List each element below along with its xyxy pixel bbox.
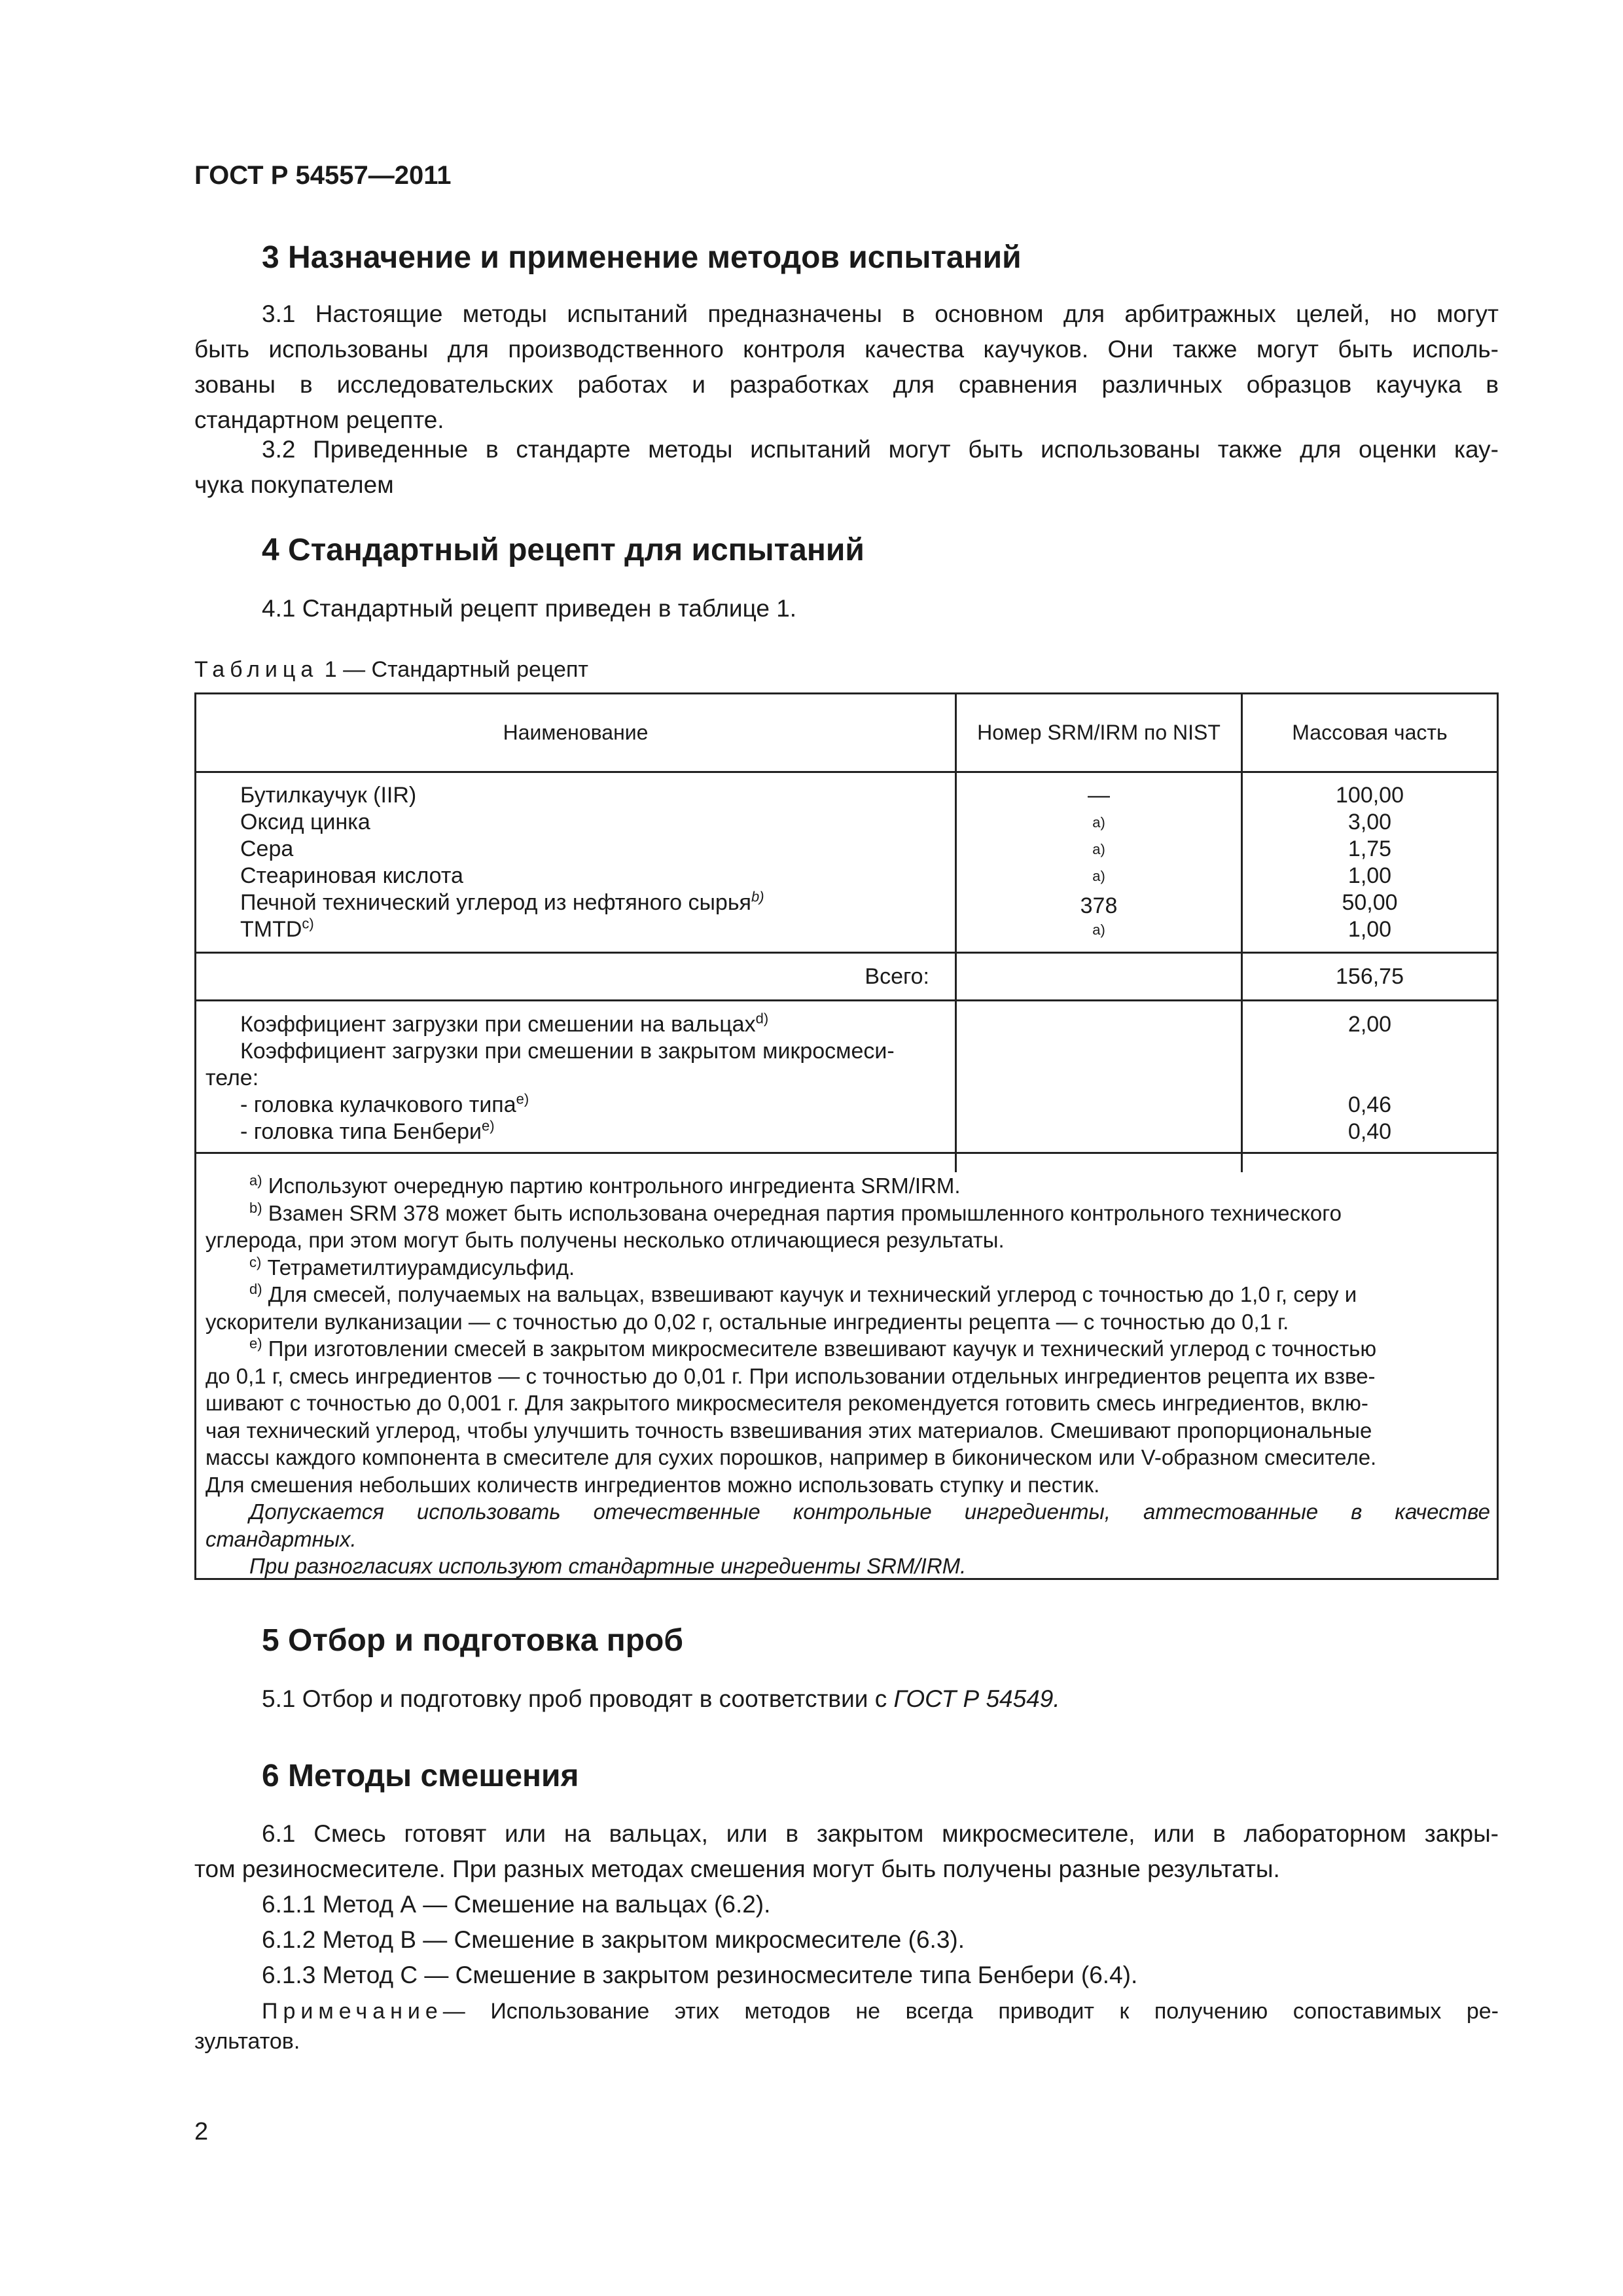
table-row-mass: 100,00 (1336, 783, 1404, 808)
footnote-d: $^{d)}$ Для смесей, получаемых на вальцах, взвешивают каучук и технический углерод с точностью до 1,0 г, серу и (249, 1281, 1357, 1306)
table-row-nist: 378 (1080, 893, 1118, 918)
paragraph-3-1 (194, 296, 1499, 438)
table-row-mass: 1,00 (1347, 863, 1392, 888)
table-caption (194, 657, 588, 683)
italic-note-1: Допускается использовать отечественные контрольные ингредиенты, аттестованные в качестве (249, 1499, 1490, 1524)
table-divider (196, 999, 1497, 1001)
standard-reference: ГОСТ Р 54549. (893, 1685, 1060, 1712)
method-a: 6.1.1 Метод А — Смешение на вальцах (6.2). (262, 1891, 771, 1918)
method-c: 6.1.3 Метод С — Смешение в закрытом резиносмесителе типа Бенбери (6.4). (262, 1962, 1138, 1988)
footnote-b: $^{b)}$ Взамен SRM 378 может быть использована очередная партия промышленного контрольного технического (249, 1199, 1342, 1225)
paragraph-3-2 (194, 432, 1499, 503)
column-header-mass: Массовая часть (1292, 721, 1448, 744)
paragraph-line: быть использованы для производственного контроля качества каучуков. Они также могут быть исполь- (194, 336, 1499, 363)
table-divider (196, 771, 1497, 773)
paragraph-line: 4.1 Стандартный рецепт приведен в таблице 1. (262, 595, 797, 622)
table-row-nist: a) (1092, 841, 1105, 857)
paragraph-line: стандартном рецепте. (194, 406, 444, 433)
load-factor-cam-value: 0,46 (1347, 1092, 1392, 1117)
section-4-heading: 4 Стандартный рецепт для испытаний (262, 533, 865, 567)
total-value: 156,75 (1336, 964, 1404, 989)
table-row-nist: a) (1092, 814, 1105, 831)
table-row-name: Печной технический углерод из нефтяного сырья$^{b)}$ (240, 888, 764, 915)
paragraph-line: 3.2 Приведенные в стандарте методы испытаний могут быть использованы также для оценки кау- (262, 436, 1499, 463)
page-number: 2 (194, 2118, 209, 2145)
footnote-e-cont: массы каждого компонента в смесителе для сухих порошков, например в биконическом или V-образном смесителе. (205, 1445, 1377, 1469)
section-5-heading: 5 Отбор и подготовка проб (262, 1623, 684, 1658)
load-factor-mixer: Коэффициент загрузки при смешении в закрытом микросмеси- (240, 1039, 895, 1064)
italic-note-2: При разногласиях используют стандартные ингредиенты SRM/IRM. (249, 1554, 967, 1578)
load-factor-mill: Коэффициент загрузки при смешении на вальцах$^{d)}$ (240, 1010, 769, 1037)
footnote-e: $^{e)}$ При изготовлении смесей в закрытом микросмесителе взвешивают каучук и технический углерод с точностью (249, 1335, 1377, 1361)
paragraph-line: 6.1 Смесь готовят или на вальцах, или в закрытом микросмесителе, или в лабораторном закры- (262, 1820, 1499, 1847)
italic-note-1-cont: стандартных. (205, 1526, 357, 1551)
table-row-mass: 50,00 (1342, 890, 1398, 915)
table-row-name: Оксид цинка (240, 810, 370, 834)
paragraph-line: чука покупателем (194, 471, 394, 498)
note-label: Примечание (262, 1999, 443, 2024)
table-row-name: Сера (240, 836, 294, 861)
paragraph-6-1 (194, 1816, 1499, 1993)
paragraph-line: зованы в исследовательских работах и разработках для сравнения различных образцов каучука в (194, 371, 1499, 398)
paragraph-line: 3.1 Настоящие методы испытаний предназначены в основном для арбитражных целей, но могут (262, 300, 1499, 327)
section-3-heading: 3 Назначение и применение методов испытаний (262, 240, 1022, 275)
table-footnotes (205, 1172, 1490, 1580)
table-row-name: Бутилкаучук (IIR) (240, 783, 417, 808)
column-header-name: Наименование (503, 721, 649, 744)
table-row-name: TMTD$^{c)}$ (240, 915, 314, 942)
paragraph-5-1 (194, 1681, 1499, 1717)
paragraph-4-1 (194, 591, 1499, 626)
table-divider (196, 952, 1497, 954)
table-caption-text: 1 — Стандартный рецепт (318, 657, 588, 682)
footnote-e-cont: Для смешения небольших количеств ингредиентов можно использовать ступку и пестик. (205, 1472, 1100, 1497)
footnote-b-cont: углерода, при этом могут быть получены несколько отличающиеся результаты. (205, 1228, 1005, 1252)
table-row-mass: 3,00 (1347, 810, 1392, 834)
footnote-a: $^{a)}$ Используют очередную партию контрольного ингредиента SRM/IRM. (249, 1172, 961, 1198)
footnote-d-cont: ускорители вулканизации — с точностью до 0,02 г, остальные ингредиенты рецепта — с точностью до 0,1 г. (205, 1309, 1289, 1334)
note-line: Примечание— Использование этих методов не всегда приводит к получению сопоставимых ре- (262, 1999, 1499, 2024)
paragraph-line: 5.1 Отбор и подготовку проб проводят в соответствии с ГОСТ Р 54549. (262, 1685, 1060, 1712)
footnote-e-cont: шивают с точностью до 0,001 г. Для закрытого микросмесителя рекомендуется готовить смесь ингредиентов, вклю- (205, 1391, 1368, 1415)
footnote-e-cont: до 0,1 г, смесь ингредиентов — с точностью до 0,01 г. При использовании отдельных ингредиентов рецепта их взве- (205, 1363, 1376, 1388)
footnote-e-cont: чая технический углерод, чтобы улучшить точность взвешивания этих материалов. Смешивают пропорциональные (205, 1418, 1372, 1443)
method-b: 6.1.2 Метод В — Смешение в закрытом микросмесителе (6.3). (262, 1926, 965, 1953)
note-line: зультатов. (194, 2029, 300, 2054)
load-factor-banbury-head: - головка типа Бенбери$^{e)}$ (240, 1117, 495, 1144)
recipe-table (194, 692, 1499, 1580)
table-divider (196, 1152, 1497, 1154)
table-row-mass: 1,75 (1347, 836, 1392, 861)
total-label: Всего: (865, 964, 929, 989)
note-block (194, 1996, 1499, 2056)
column-header-nist: Номер SRM/IRM по NIST (977, 721, 1221, 744)
table-row-name: Стеариновая кислота (240, 863, 463, 888)
table-caption-label: Таблица (194, 657, 319, 682)
table-row-nist: — (1088, 783, 1110, 808)
section-6-heading: 6 Методы смешения (262, 1759, 579, 1793)
table-row-nist: a) (1092, 922, 1105, 938)
load-factor-mixer-cont: теле: (205, 1066, 259, 1090)
paragraph-line: том резиносмесителе. При разных методах смешения могут быть получены разные результаты. (194, 1856, 1280, 1882)
table-row-nist: a) (1092, 868, 1105, 884)
footnote-c: $^{c)}$ Тетраметилтиурамдисульфид. (249, 1253, 575, 1280)
table-row-mass: 1,00 (1347, 917, 1392, 942)
load-factor-cam-head: - головка кулачкового типа$^{e)}$ (240, 1090, 529, 1117)
document-header: ГОСТ Р 54557—2011 (194, 161, 452, 190)
load-factor-mill-value: 2,00 (1347, 1012, 1392, 1037)
load-factor-banbury-value: 0,40 (1347, 1119, 1392, 1144)
